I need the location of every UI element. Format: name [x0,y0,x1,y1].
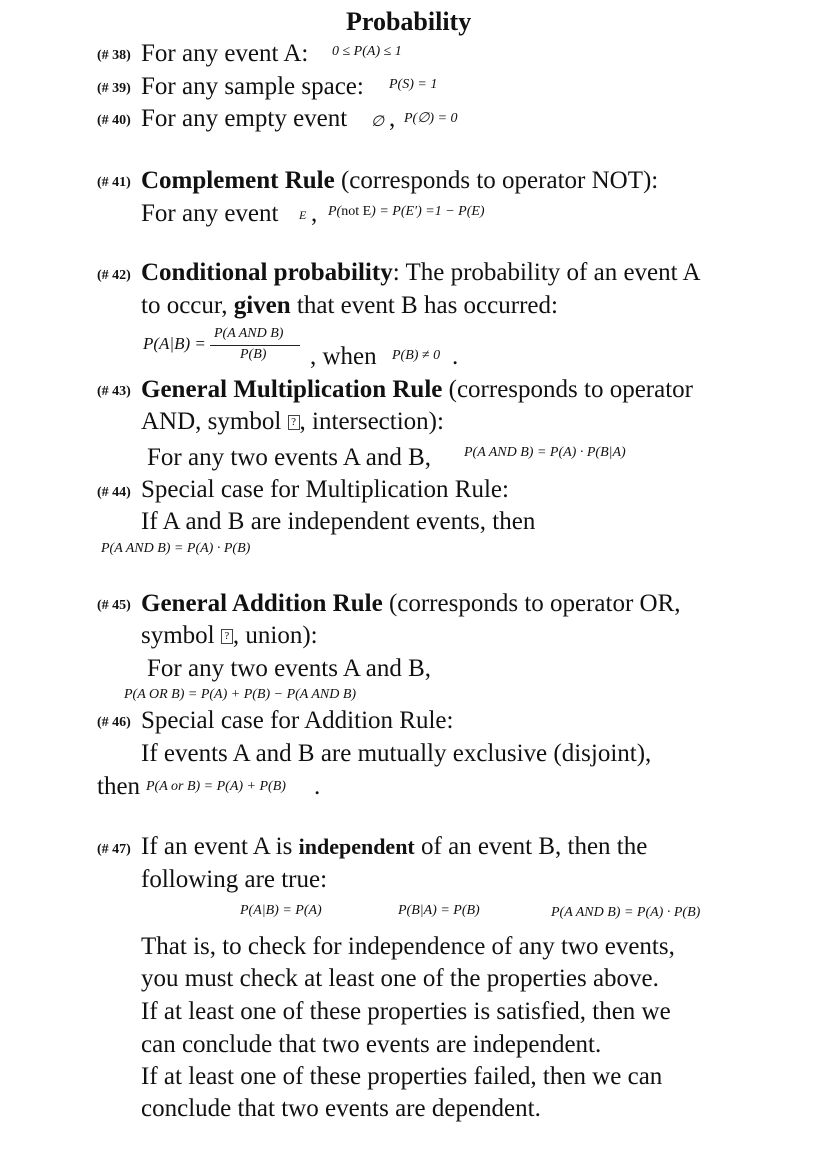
fraction-bar [210,345,300,346]
rule-40-formula: P(∅) = 0 [404,111,458,126]
rule-47-text-a: If an event A is [141,833,293,860]
rule-42-line2-c: that event B has occurred: [290,292,558,319]
rule-45-text [141,590,681,618]
item-number-47: (# 47) [97,842,131,857]
rule-47-line2: following are true: [141,866,328,893]
rule-44-text: Special case for Multiplication Rule: [141,476,509,503]
item-number-38: (# 38) [97,48,131,63]
rule-41-text [141,167,658,195]
addition-rule-heading: General Addition Rule [141,590,383,617]
rule-47-text-b: of an event B, then the [421,833,648,860]
independence-property-3: P(A AND B) = P(A) · P(B) [551,905,701,920]
conclusion-line: conclude that two events are dependent. [141,1095,541,1122]
rule-46-period: . [314,773,321,800]
rule-43-line3: For any two events A and B, [147,444,432,471]
given-word: given [233,292,291,319]
rule-45-line3: For any two events A and B, [147,655,432,682]
complement-formula-b: not E [341,204,372,219]
rule-42-period: . [452,343,459,370]
when-text: , when [310,343,377,370]
item-number-42: (# 42) [97,268,131,283]
then-word: then [97,773,141,800]
page-title: Probability [346,7,472,36]
conclusion-line: That is, to check for independence of any two events, [141,933,675,960]
missing-glyph-icon: ? [288,415,300,430]
conditional-fraction [210,324,302,364]
rule-45-line2-a: symbol [141,622,215,649]
item-number-39: (# 39) [97,81,131,96]
rule-45-line2 [141,622,318,650]
conclusion-line: If at least one of these properties failed, then we can [141,1063,663,1090]
missing-glyph-icon: ? [221,629,233,644]
independent-multiplication-formula: P(A AND B) = P(A) · P(B) [101,541,251,556]
rule-46-text: Special case for Addition Rule: [141,707,454,734]
rule-39-text: For any sample space: [141,73,364,100]
complement-formula-c: ) = P(E′) =1 − P(E) [371,204,485,219]
event-e-var: E [299,208,307,222]
fraction-denominator: P(B) [240,347,267,362]
empty-set-symbol: ∅ [371,114,385,130]
conditional-probability-desc: : The probability of an event A [392,259,701,286]
independence-property-1: P(A|B) = P(A) [240,903,322,918]
rule-42-text [141,259,701,287]
disjoint-addition-formula: P(A or B) = P(A) + P(B) [146,779,286,794]
rule-41-line2: For any event [141,200,279,227]
condition-formula: P(B) ≠ 0 [392,348,441,363]
rule-43-line2-a: AND, symbol [141,408,282,435]
rule-40-text: For any empty event [141,105,348,132]
rule-42-line2-a: to occur, [141,292,234,319]
rule-42-line2 [141,292,558,320]
rule-46-line2: If events A and B are mutually exclusive (disjoint), [141,740,652,767]
rule-45-line2-b: , union): [232,622,318,649]
item-number-45: (# 45) [97,598,131,613]
independent-word: independent [298,834,415,859]
rule-43-text [141,376,693,404]
rule-40-comma: , [389,105,396,132]
rule-43-line2-b: , intersection): [299,408,444,435]
multiplication-rule-desc: (corresponds to operator [448,376,693,403]
addition-rule-desc: (corresponds to operator OR, [388,590,681,617]
item-number-46: (# 46) [97,715,131,730]
conclusion-line: you must check at least one of the properties above. [141,965,659,992]
multiplication-formula: P(A AND B) = P(A) · P(B|A) [464,445,626,460]
rule-43-line2 [141,408,444,436]
item-number-44: (# 44) [97,485,131,500]
fraction-numerator: P(A AND B) [214,326,284,341]
independence-property-2: P(B|A) = P(B) [398,903,480,918]
rule-39-formula: P(S) = 1 [389,77,438,92]
conclusion-line: If at least one of these properties is satisfied, then we [141,998,671,1025]
item-number-41: (# 41) [97,175,131,190]
complement-formula-a: P( [328,204,342,219]
rule-38-formula: 0 ≤ P(A) ≤ 1 [332,44,402,59]
complement-rule-desc: (corresponds to operator NOT): [340,167,659,194]
rule-41-comma: , [311,200,318,227]
multiplication-rule-heading: General Multiplication Rule [141,376,443,403]
conditional-lhs: P(A|B) = [143,334,206,353]
rule-47-text [141,833,647,861]
conditional-probability-heading: Conditional probability [141,259,393,286]
item-number-43: (# 43) [97,384,131,399]
complement-rule-heading: Complement Rule [141,167,335,194]
conclusion-line: can conclude that two events are independent. [141,1031,602,1058]
rule-44-line2: If A and B are independent events, then [141,508,536,535]
complement-formula [328,204,485,220]
rule-38-text: For any event A: [141,40,309,67]
addition-formula: P(A OR B) = P(A) + P(B) − P(A AND B) [124,687,357,702]
item-number-40: (# 40) [97,113,131,128]
